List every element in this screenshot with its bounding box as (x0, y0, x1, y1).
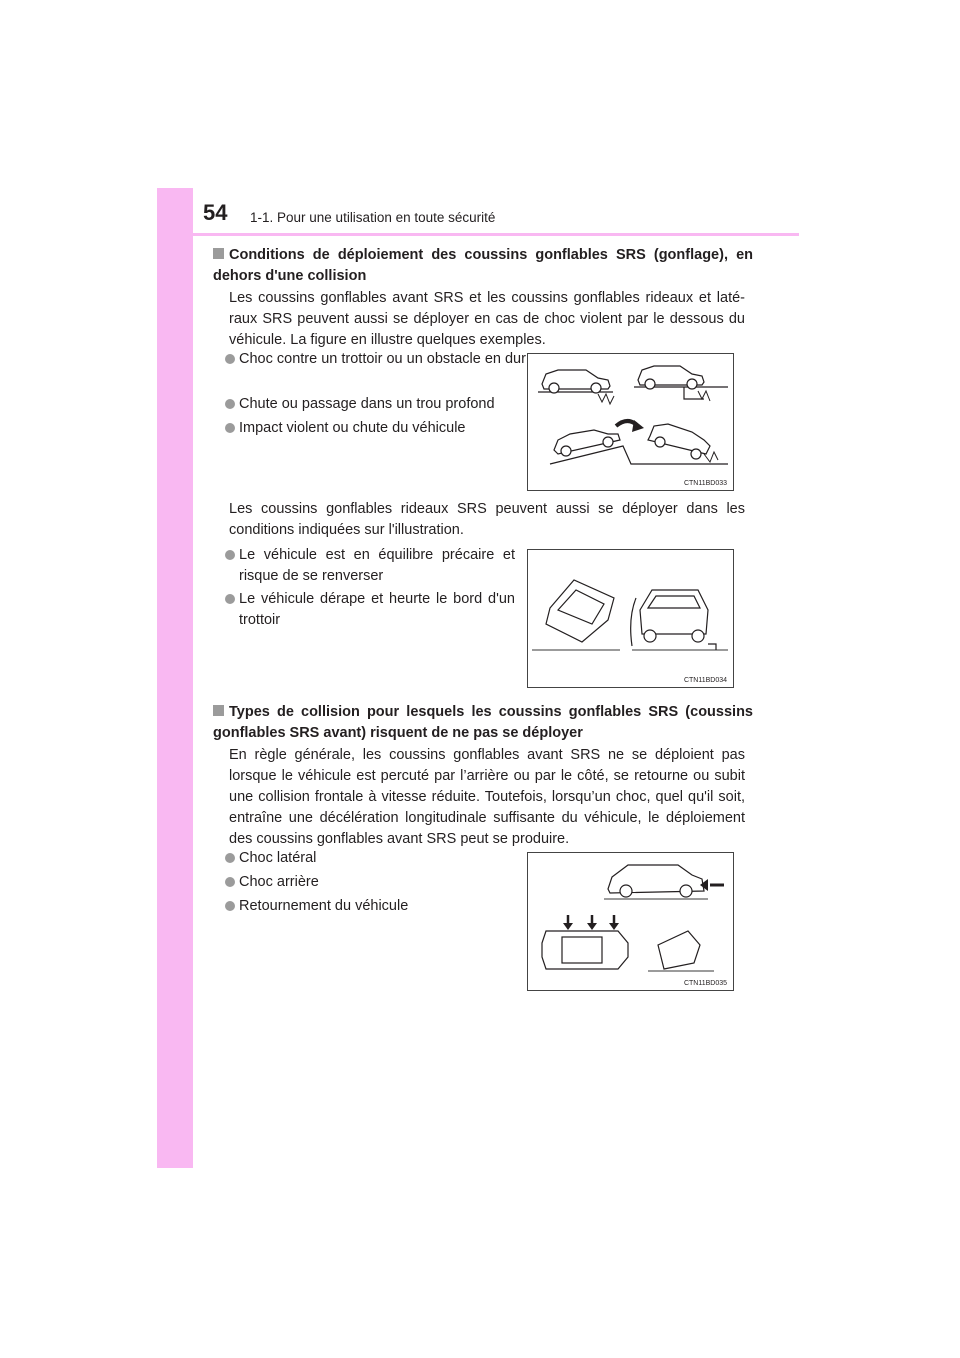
list-item (225, 418, 527, 439)
section1-paragraph: Les coussins gonflables avant SRS et les coussins gonflables rideaux et laté-raux SRS peuvent aussi se déployer en cas de choc violent par le dessous du véhicule. La figure en illustre quelques exemples. (229, 290, 745, 348)
chapter-sidebar-tab (157, 188, 193, 1168)
figure-side-rear-rollover (527, 852, 734, 991)
figure-curb-and-hole-impact (527, 353, 734, 491)
list-item-text: Retournement du véhicule (239, 898, 409, 914)
list-item (225, 394, 527, 415)
section2-heading (213, 702, 753, 744)
illustration-rollover (528, 550, 733, 687)
bullet-dot-icon (225, 399, 235, 409)
figure-code: CTN11BD035 (683, 980, 727, 987)
bullet-dot-icon (225, 853, 235, 863)
square-bullet-icon (213, 705, 224, 716)
figure-code: CTN11BD033 (683, 480, 727, 487)
section1-heading-text: Conditions de déploiement des coussins gonflables SRS (gonflage), en dehors d'une collision (213, 247, 753, 284)
bullet-dot-icon (225, 594, 235, 604)
list-item (225, 896, 499, 917)
list-item-text: Choc latéral (239, 850, 317, 866)
list-item (225, 589, 515, 631)
list-item (225, 848, 499, 869)
list-item-text: Le véhicule dérape et heurte le bord d'un trottoir (239, 591, 515, 628)
bullet-dot-icon (225, 354, 235, 364)
header-rule (193, 233, 799, 236)
figure-code: CTN11BD034 (683, 677, 727, 684)
figure-rollover-and-curb (527, 549, 734, 688)
section2-paragraph: En règle générale, les coussins gonflables avant SRS ne se déploient pas lorsque le véhicule est percuté par l’arrière ou par le côté, se retourne ou subit une collision frontale à vitesse réduite. Toutefois, lorsqu’un choc, quel qu'il soit, entraîne une décélération longitudinale suffisante du véhicule, le déploiement des coussins gonflables avant SRS peut se produire. (229, 747, 745, 847)
section-title: 1-1. Pour une utilisation en toute sécurité (250, 210, 496, 225)
list-item-text: Chute ou passage dans un trou profond (239, 396, 495, 412)
list-item (225, 349, 527, 370)
list-item-text: Choc arrière (239, 874, 319, 890)
list-item-text: Choc contre un trottoir ou un obstacle en dur (239, 351, 526, 367)
illustration-side-rear-rollover (528, 853, 733, 990)
bullet-dot-icon (225, 901, 235, 911)
section2-heading-text: Types de collision pour lesquels les coussins gonflables SRS (coussins gonflables SRS avant) risquent de ne pas se déployer (213, 704, 753, 741)
bullet-dot-icon (225, 423, 235, 433)
list-item-text: Le véhicule est en équilibre précaire et risque de se renverser (239, 547, 515, 584)
list-item-text: Impact violent ou chute du véhicule (239, 420, 466, 436)
bullet-dot-icon (225, 877, 235, 887)
list-item (225, 872, 499, 893)
square-bullet-icon (213, 248, 224, 259)
list-item (225, 545, 515, 587)
section1-paragraph2: Les coussins gonflables rideaux SRS peuvent aussi se déployer dans les conditions indiquées sur l'illustration. (229, 501, 745, 538)
page-number: 54 (203, 200, 228, 225)
bullet-dot-icon (225, 550, 235, 560)
illustration-impacts (528, 354, 733, 490)
section1-heading (213, 245, 753, 287)
